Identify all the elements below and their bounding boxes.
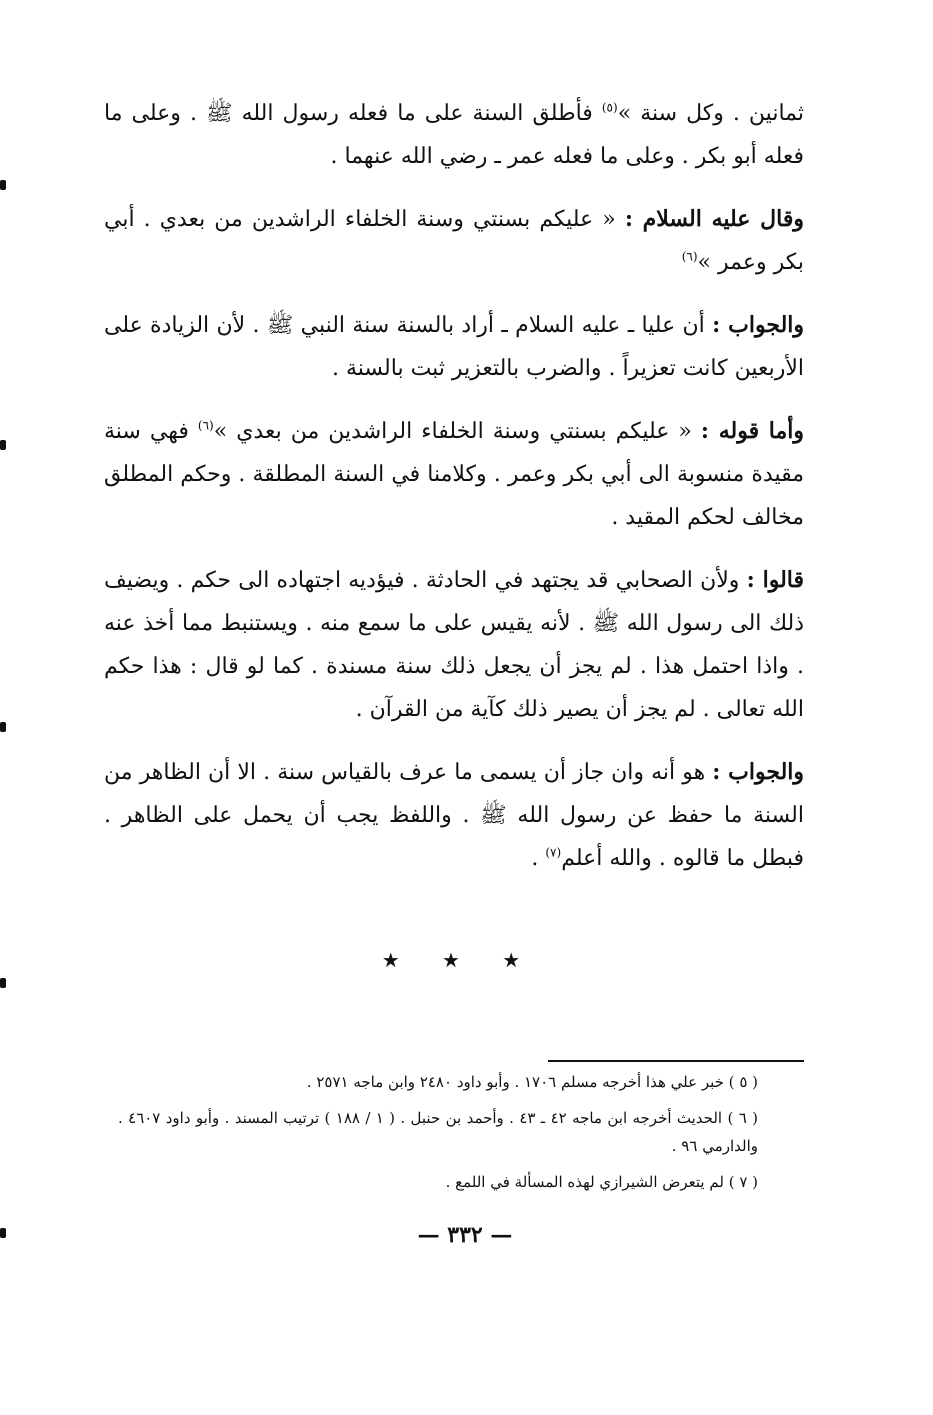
main-text: [104, 92, 804, 900]
paragraph-lead: وأما قوله :: [700, 418, 805, 444]
footnotes: [118, 1068, 758, 1204]
paragraph-5: [104, 559, 804, 731]
footnote-ref: (٧): [545, 845, 562, 860]
scan-margin-mark: [0, 440, 6, 450]
section-separator: ★ ★ ★: [381, 948, 539, 972]
paragraph-lead: قالوا :: [746, 567, 804, 593]
footnote-ref: (٦): [197, 418, 214, 433]
page-number: — ٣٣٢ —: [417, 1222, 513, 1248]
paragraph-text: ولأن الصحابي قد يجتهد في الحادثة . فيؤديه اجتهاده الى حكم . ويضيف ذلك الى رسول الله ﷺ . لأنه يقيس على ما سمع منه . ويستنبط مما أخذ عنه . واذا احتمل هذا . لم يجز أن يجعل ذلك سنة مسندة . كما لو قال : هذا حكم الله تعالى . لم يجز أن يصير ذلك كآية من القرآن .: [104, 568, 804, 722]
paragraph-2: [104, 198, 804, 284]
paragraph-lead: وقال عليه السلام :: [624, 206, 804, 232]
paragraph-1: [104, 92, 804, 178]
paragraph-4: [104, 410, 804, 539]
footnote-rule: [548, 1060, 804, 1062]
paragraph-text: « عليكم بسنتي وسنة الخلفاء الراشدين من بعدي . أبي بكر وعمر »: [104, 207, 804, 275]
scan-margin-mark: [0, 978, 6, 988]
scan-margin-mark: [0, 1228, 6, 1238]
footnote-ref: (٥): [601, 100, 618, 115]
footnote-7: ( ٧ ) لم يتعرض الشيرازي لهذه المسألة في اللمع .: [445, 1173, 758, 1191]
paragraph-text: أن عليا ـ عليه السلام ـ أراد بالسنة سنة النبي ﷺ . لأن الزيادة على الأربعين كانت تعزيراً . والضرب بالتعزير ثبت بالسنة .: [104, 313, 804, 381]
scan-margin-mark: [0, 180, 6, 190]
paragraph-lead: والجواب :: [712, 312, 805, 338]
paragraph-text: « عليكم بسنتي وسنة الخلفاء الراشدين من بعدي »: [213, 419, 701, 444]
paragraph-text-cont: .: [531, 846, 546, 871]
paragraph-text-cont: فهي سنة مقيدة منسوبة الى أبي بكر وعمر . وكلامنا في السنة المطلقة . وحكم المطلق مخالف لحكم المقيد .: [104, 419, 804, 530]
paragraph-3: [104, 304, 804, 390]
paragraph-text: ثمانين . وكل سنة »: [617, 101, 804, 126]
paragraph-6: [104, 751, 804, 880]
paragraph-text-cont: فأطلق السنة على ما فعله رسول الله ﷺ . وعلى ما فعله أبو بكر . وعلى ما فعله عمر ـ رضي الله عنهما .: [104, 101, 804, 169]
scan-margin-mark: [0, 722, 6, 732]
footnote-ref: (٦): [681, 249, 698, 264]
footnote-5: ( ٥ ) خبر علي هذا أخرجه مسلم ١٧٠٦ . وأبو داود ٢٤٨٠ وابن ماجه ٢٥٧١ .: [306, 1073, 758, 1091]
paragraph-text: هو أنه وان جاز أن يسمى ما عرف بالقياس سنة . الا أن الظاهر من السنة ما حفظ عن رسول الله ﷺ . واللفظ يجب أن يحمل على الظاهر . فبطل ما قالوه . والله أعلم: [104, 760, 804, 871]
footnote-6: ( ٦ ) الحديث أخرجه ابن ماجه ٤٢ ـ ٤٣ . وأحمد بن حنبل . ( ١ / ١٨٨ ) ترتيب المسند . وأبو داود ٤٦٠٧ . والدارمي ٩٦ .: [118, 1109, 758, 1155]
paragraph-lead: والجواب :: [712, 759, 805, 785]
